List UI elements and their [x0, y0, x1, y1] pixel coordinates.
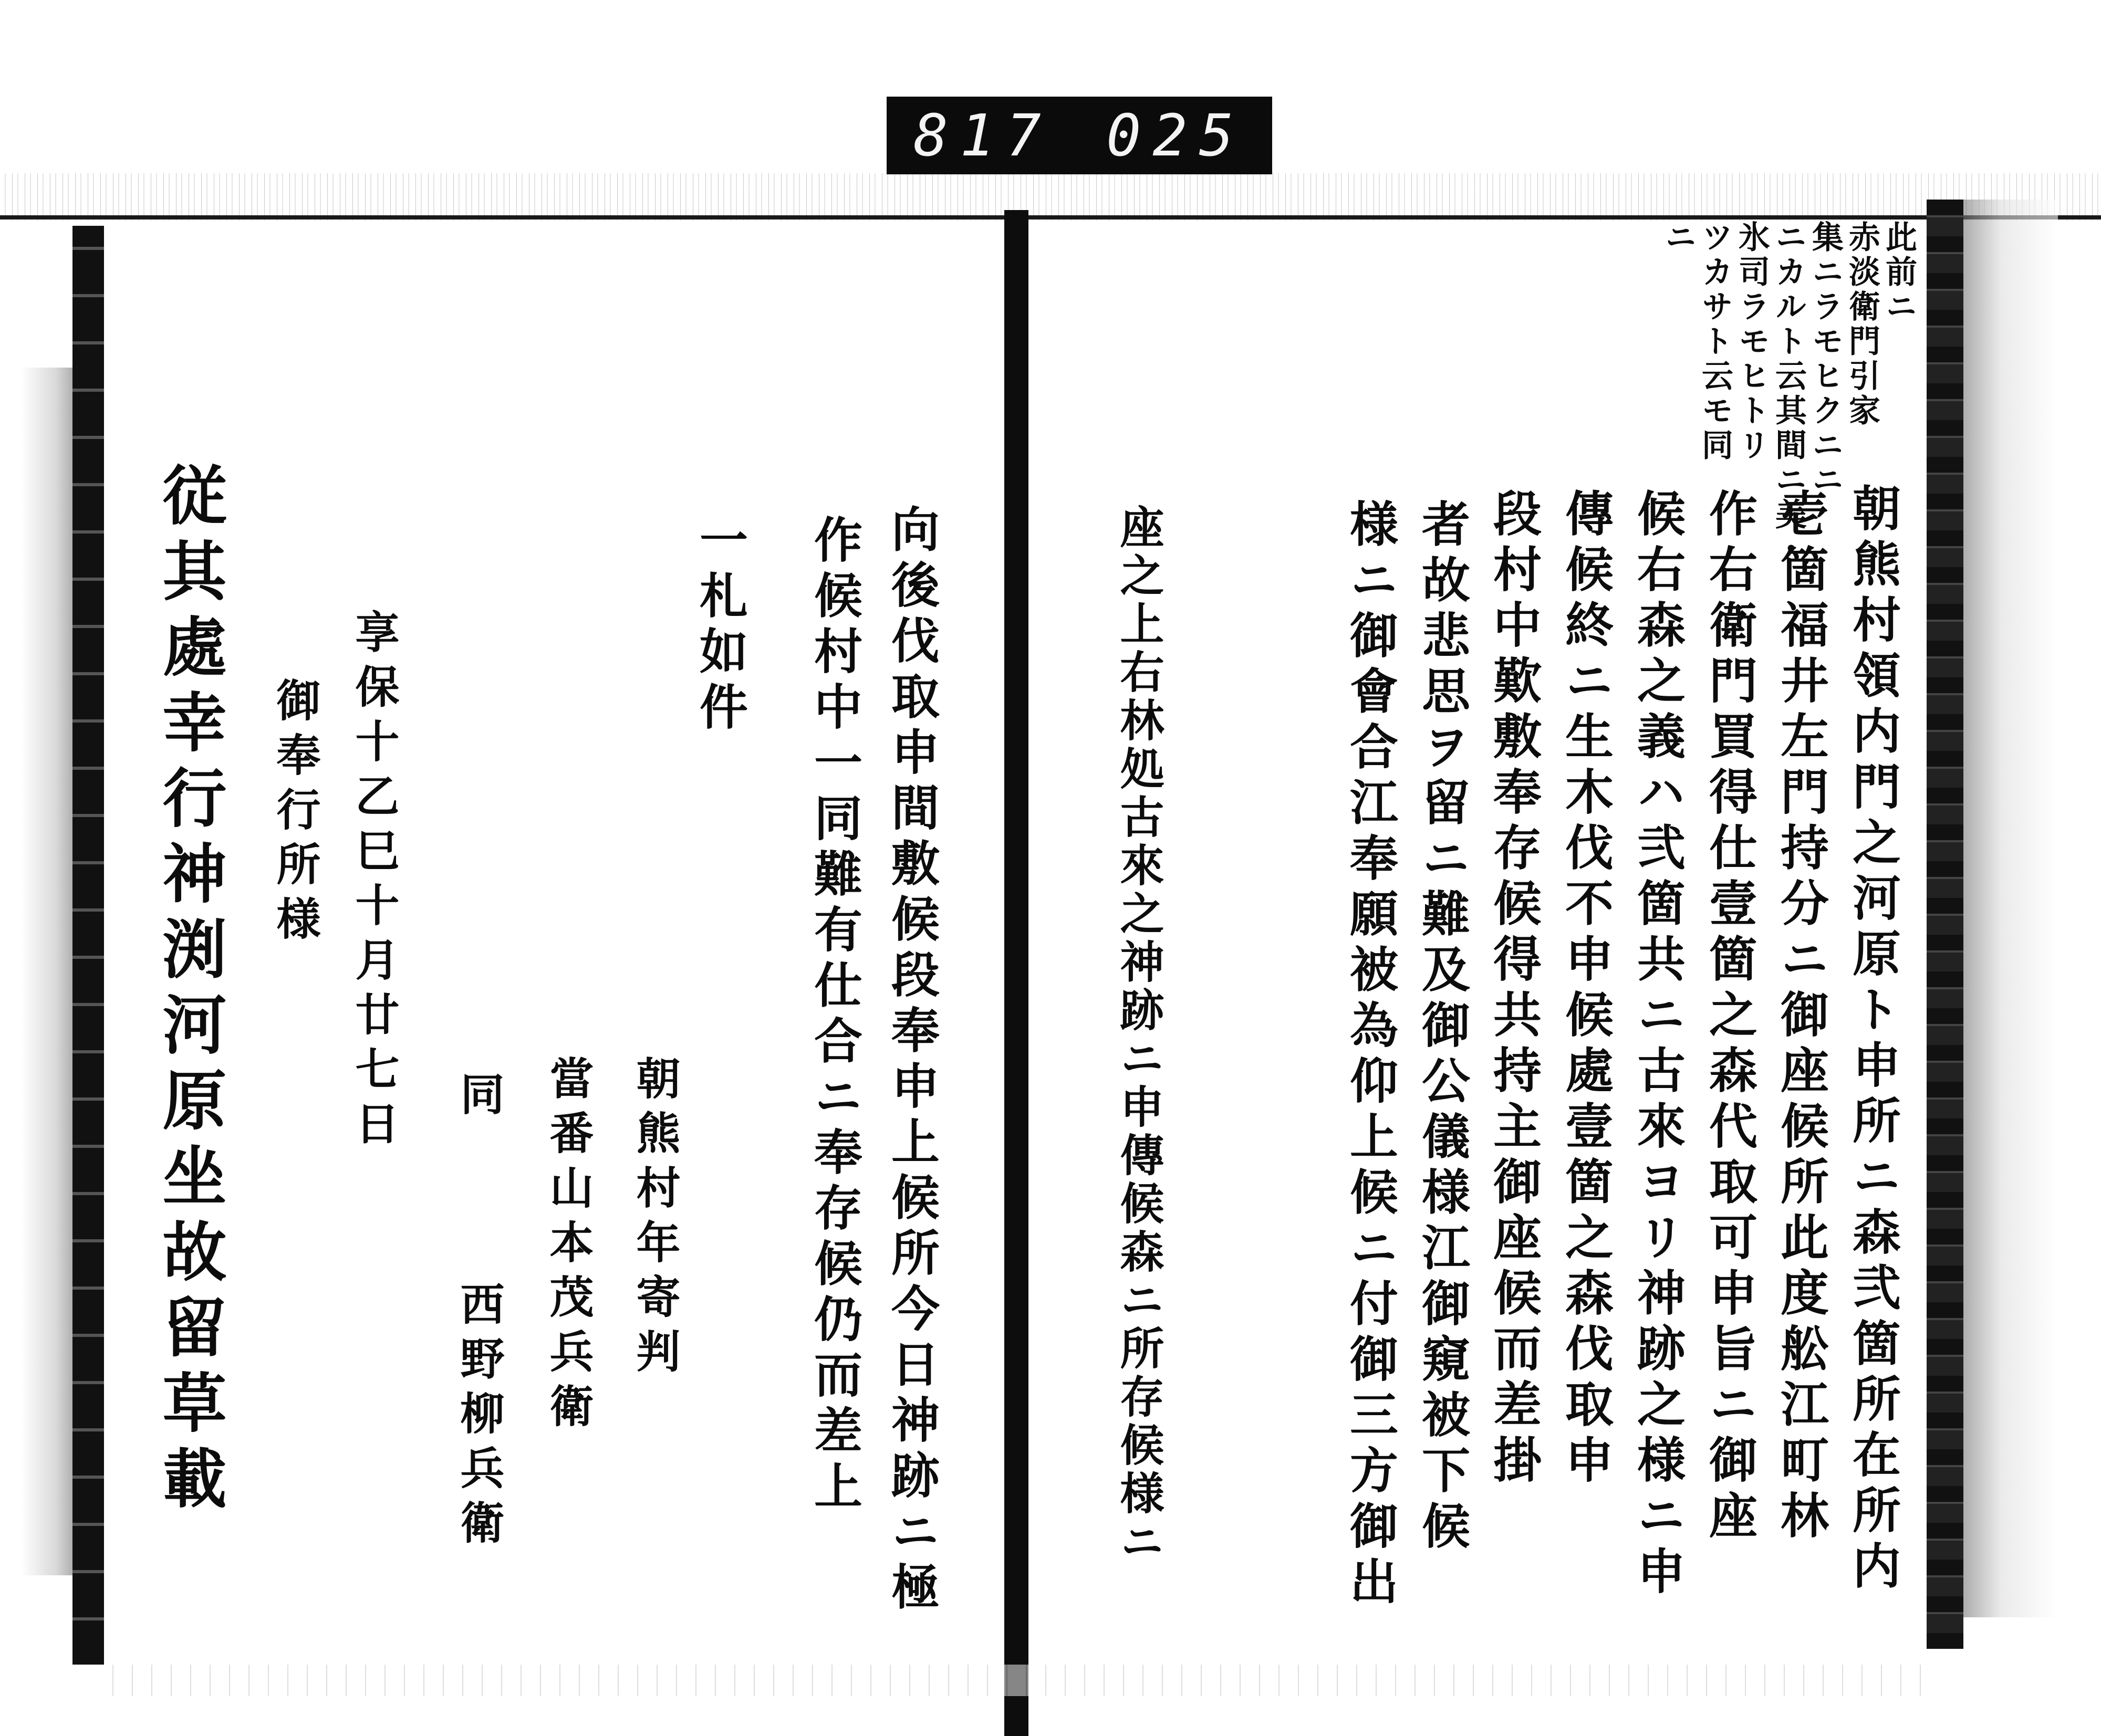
closing-line-3: 一札如件	[692, 515, 748, 737]
closing-line-2: 作候村中一同難有仕合ニ奉存候仍而差上	[806, 515, 863, 1517]
annotation-line-4: ニカルト云其間ニ美・	[1770, 221, 1807, 567]
frame-number-left: 817	[913, 102, 1053, 169]
annotation-line-7: ニ	[1660, 221, 1697, 255]
book-gutter	[1004, 210, 1028, 1736]
annotation-line-2: 赤淡衛門引家	[1844, 221, 1880, 428]
addressee: 御奉行所様	[269, 677, 321, 950]
scan-noise-bottom	[105, 1665, 1922, 1696]
annotation-line-3: 集ニラモヒクニニ	[1807, 221, 1844, 498]
document-date: 享保十乙巳十月廿七日	[348, 609, 400, 1155]
right-page-shadow	[1963, 200, 2058, 1617]
right-page-border	[1927, 200, 1963, 1649]
left-page-border	[72, 226, 104, 1665]
main-text-line-3: 作右衛門買得仕壹箇之森代取可申旨ニ御座	[1701, 488, 1758, 1546]
main-text-line-6: 段村中歎敷奉存候得共持主御座候而差掛	[1485, 488, 1542, 1490]
left-margin-note: 従其處幸行神渕河原坐故留草載	[152, 462, 227, 1521]
signer-3-name: 西野柳兵衛	[453, 1281, 505, 1554]
left-page-shadow	[21, 368, 79, 1575]
main-text-line-9: 座之上右林処古來之神跡ニ申傳候森ニ所存候様ニ	[1113, 504, 1165, 1567]
scan-noise-top	[0, 173, 2101, 221]
film-frame-number	[887, 97, 1272, 174]
main-text-line-8: 様ニ御會合江奉願被為仰上候ニ付御三方御出	[1342, 499, 1399, 1612]
main-text-line-2: 壱箇福井左門持分ニ御座候所此度舩江町林	[1773, 488, 1829, 1546]
annotation-line-1: 此前ニ	[1880, 221, 1917, 325]
main-text-line-4: 候右森之義ハ弐箇共ニ古來ヨリ神跡之様ニ申	[1629, 488, 1686, 1602]
frame-number-right: 025	[1106, 102, 1245, 169]
main-text-line-7: 者故悲思ヲ留ニ難及御公儀様江御窺被下候	[1414, 499, 1471, 1556]
signer-3-label: 同	[453, 1071, 505, 1126]
signer-2: 當番山本茂兵衛	[543, 1055, 595, 1438]
signer-1: 朝熊村年寄判	[629, 1055, 681, 1383]
annotation-line-5: 氷司ラモヒトリ	[1733, 221, 1770, 463]
book-top-edge	[0, 215, 2101, 219]
main-text-line-1: 朝熊村領内門之河原ト申所ニ森弐箇所在所内	[1845, 483, 1901, 1596]
closing-line-1: 向後伐取申間敷候段奉申上候所今日神跡ニ極	[883, 504, 940, 1617]
main-text-line-5: 傳候終ニ生木伐不申候處壹箇之森伐取申	[1557, 488, 1614, 1490]
annotation-line-6: ツカサト云モ同	[1697, 221, 1733, 463]
